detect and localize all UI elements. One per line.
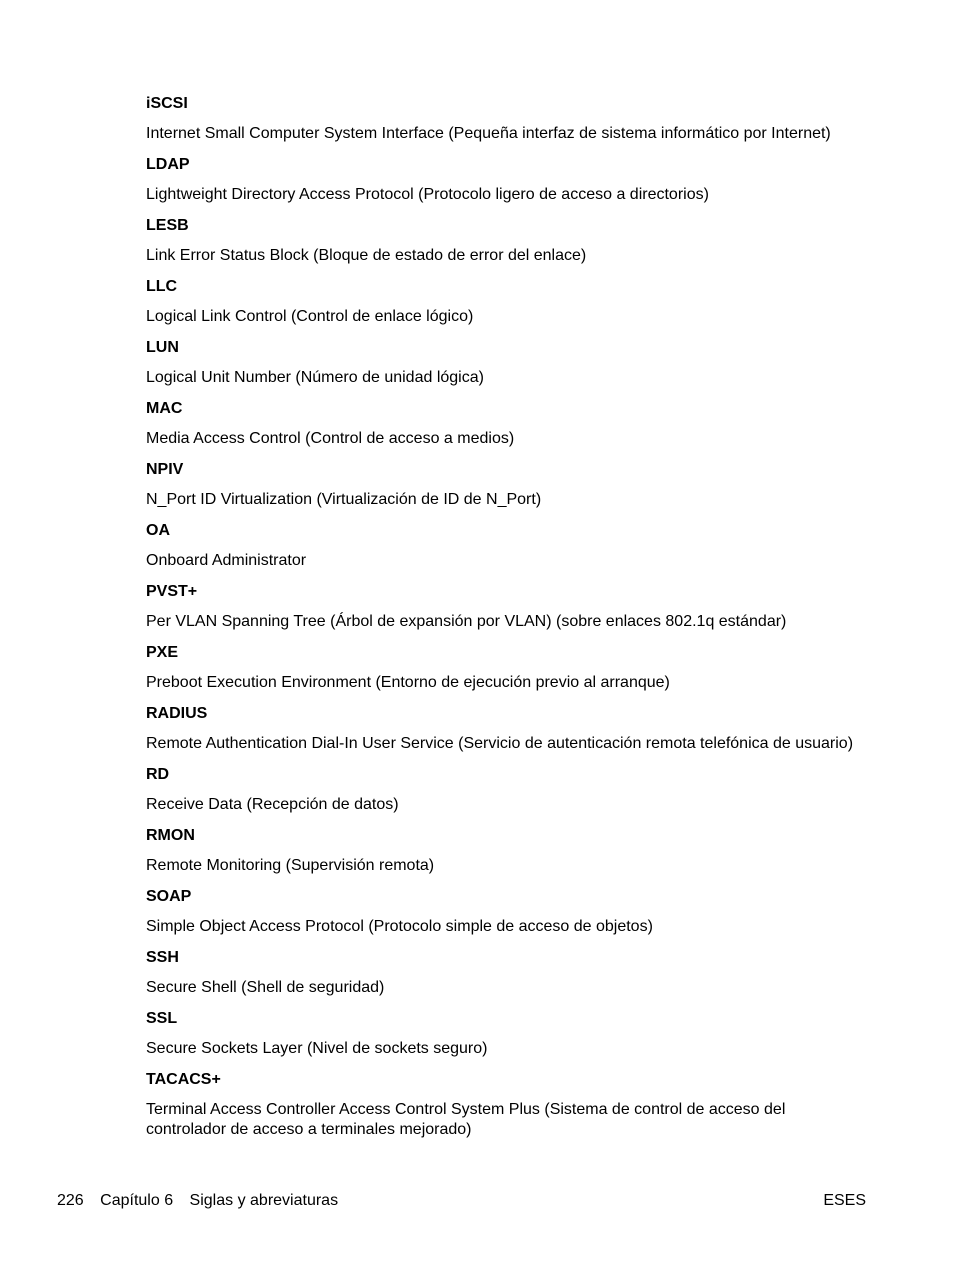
glossary-term: LLC (146, 278, 178, 295)
glossary-term: SSH (146, 949, 179, 966)
glossary-term: TACACS+ (146, 1071, 221, 1088)
glossary-term: MAC (146, 400, 183, 417)
glossary-term: NPIV (146, 461, 184, 478)
page-number: 226 (57, 1192, 84, 1209)
glossary-term: RADIUS (146, 705, 208, 722)
glossary-definition: Receive Data (Recepción de datos) (146, 796, 399, 813)
glossary-term: RD (146, 766, 170, 783)
footer-left (57, 1191, 338, 1211)
glossary-term: LUN (146, 339, 179, 356)
section-title: Siglas y abreviaturas (189, 1192, 339, 1209)
glossary-definition: Internet Small Computer System Interface (Pequeña interfaz de sistema informático por Internet) (146, 125, 831, 142)
glossary-definition: N_Port ID Virtualization (Virtualización de ID de N_Port) (146, 491, 542, 508)
glossary-list (146, 94, 866, 1151)
glossary-definition: Onboard Administrator (146, 552, 307, 569)
glossary-term: RMON (146, 827, 195, 844)
chapter-label: Capítulo 6 (100, 1192, 174, 1209)
glossary-definition: Link Error Status Block (Bloque de estado de error del enlace) (146, 247, 587, 264)
glossary-term: PVST+ (146, 583, 198, 600)
glossary-definition: Remote Monitoring (Supervisión remota) (146, 857, 435, 874)
glossary-definition: Logical Link Control (Control de enlace lógico) (146, 308, 474, 325)
glossary-term: SSL (146, 1010, 178, 1027)
glossary-definition: Secure Sockets Layer (Nivel de sockets seguro) (146, 1040, 488, 1057)
glossary-definition: Preboot Execution Environment (Entorno de ejecución previo al arranque) (146, 674, 670, 691)
glossary-term: LESB (146, 217, 189, 234)
language-code: ESES (823, 1192, 866, 1209)
page-footer (57, 1191, 866, 1211)
glossary-definition: Terminal Access Controller Access Control System Plus (Sistema de control de acceso del controlador de acceso a terminales mejorado) (146, 1101, 786, 1138)
glossary-definition: Simple Object Access Protocol (Protocolo simple de acceso de objetos) (146, 918, 653, 935)
glossary-term: iSCSI (146, 95, 188, 112)
glossary-definition: Media Access Control (Control de acceso a medios) (146, 430, 515, 447)
glossary-definition: Secure Shell (Shell de seguridad) (146, 979, 385, 996)
glossary-definition: Per VLAN Spanning Tree (Árbol de expansión por VLAN) (sobre enlaces 802.1q estándar) (146, 613, 787, 630)
glossary-term: LDAP (146, 156, 190, 173)
glossary-definition: Lightweight Directory Access Protocol (Protocolo ligero de acceso a directorios) (146, 186, 709, 203)
glossary-definition: Remote Authentication Dial-In User Service (Servicio de autenticación remota telefónica de usuario) (146, 735, 854, 752)
glossary-term: PXE (146, 644, 179, 661)
glossary-term: SOAP (146, 888, 192, 905)
glossary-definition: Logical Unit Number (Número de unidad lógica) (146, 369, 484, 386)
glossary-term: OA (146, 522, 170, 539)
